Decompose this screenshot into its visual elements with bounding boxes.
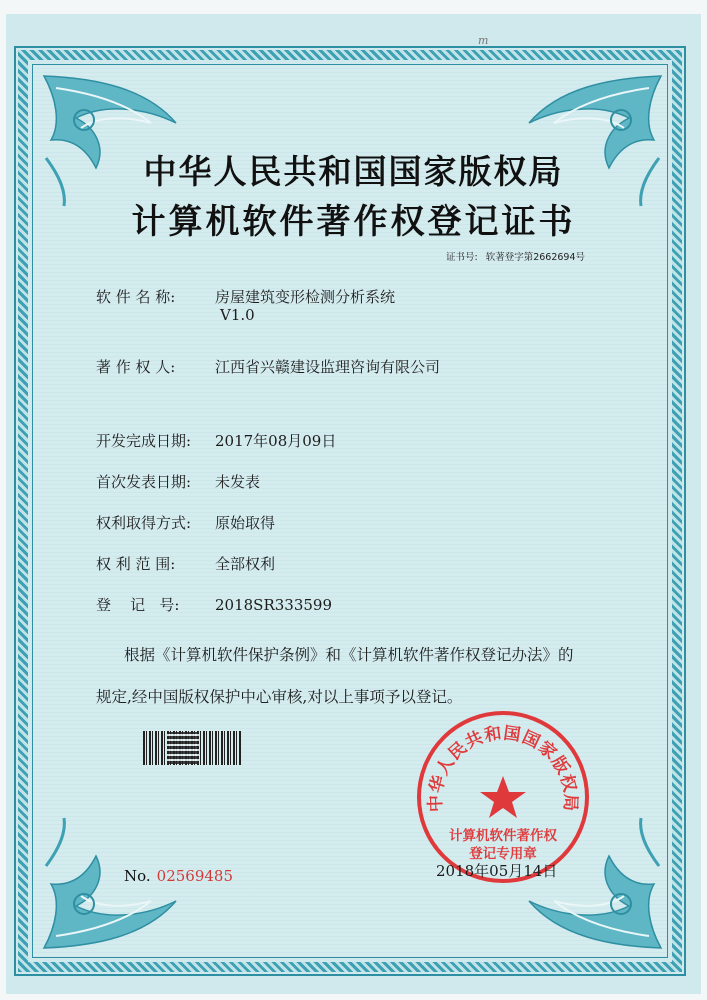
field-value: 2017年08月09日 (215, 432, 337, 450)
field-value: 全部权利 (215, 555, 276, 573)
registration-statement (96, 634, 636, 718)
issuing-authority: 中华人民共和国国家版权局 (143, 152, 564, 191)
serial-number (124, 867, 233, 885)
field-value: 原始取得 (215, 514, 276, 532)
field-label: 开发完成日期: (96, 432, 192, 450)
seal-line-1: 计算机软件著作权 (449, 828, 557, 844)
certificate-title: 计算机软件著作权登记证书 (131, 202, 576, 242)
field-value: 房屋建筑变形检测分析系统 (215, 288, 396, 306)
field-completion-date (96, 430, 336, 451)
serial-value: 02569485 (156, 867, 234, 885)
qr-code-icon (167, 732, 199, 764)
field-registration-number (96, 594, 332, 615)
statement-line-1: 根据《计算机软件保护条例》和《计算机软件著作权登记办法》的 (124, 646, 574, 664)
field-label: 登 记 号: (96, 596, 180, 614)
certificate-number (446, 249, 585, 263)
certificate-number-label: 证书号: (446, 252, 478, 263)
handwritten-mark: m (478, 34, 489, 47)
field-copyright-owner (96, 356, 440, 377)
field-label: 权 利 范 围: (96, 555, 176, 573)
barcode-icon (143, 731, 241, 765)
seal-star-icon (480, 776, 526, 818)
field-value: 2018SR333599 (215, 596, 333, 614)
seal-line-2: 登记专用章 (469, 846, 537, 862)
field-value: 江西省兴赣建设监理咨询有限公司 (215, 358, 441, 376)
serial-label: No. (124, 867, 151, 885)
certificate-number-value: 软著登字第2662694号 (485, 252, 586, 263)
field-label: 权利取得方式: (96, 514, 192, 532)
corner-ornament-icon (36, 816, 186, 956)
seal-ring-text: 中华人民共和国国家版权局 (425, 723, 581, 813)
field-acquisition-method (96, 512, 275, 533)
statement-line-2: 规定,经中国版权保护中心审核,对以上事项予以登记。 (96, 688, 463, 706)
field-label: 软 件 名 称: (96, 288, 176, 306)
issue-date: 2018年05月14日 (436, 862, 558, 880)
software-version: V1.0 (220, 306, 255, 324)
field-value: 未发表 (215, 473, 261, 491)
field-first-publication (96, 471, 260, 492)
field-software-name (96, 286, 395, 307)
field-label: 首次发表日期: (96, 473, 192, 491)
field-scope-of-rights (96, 553, 275, 574)
field-label: 著 作 权 人: (96, 358, 176, 376)
